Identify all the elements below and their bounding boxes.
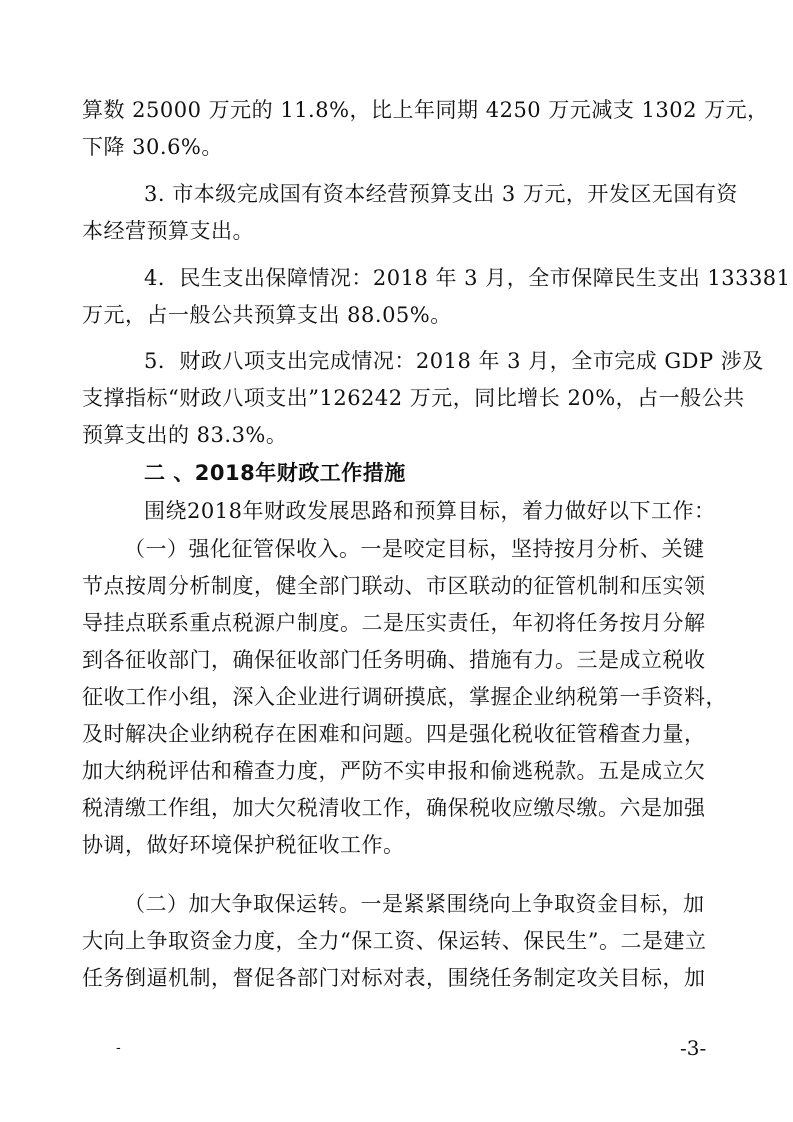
paragraph-intro bbox=[82, 493, 716, 530]
footer-dash: - bbox=[116, 1040, 121, 1056]
text-line bbox=[82, 886, 716, 923]
measure-1-title: （一）强化征管保收入。 bbox=[124, 537, 361, 561]
measure-1-text: 一是咬定目标，坚持按月分析、关键 bbox=[360, 537, 705, 561]
text-line: 4．民生支出保障情况：2018 年 3 月，全市保障民生支出 133381 bbox=[144, 266, 791, 290]
paragraph-budget-decrease bbox=[82, 92, 769, 166]
text-line: 税清缴工作组，加大欠税清收工作，确保税收应缴尽缴。六是加强 bbox=[82, 796, 706, 820]
paragraph-measure-1 bbox=[82, 531, 727, 864]
text-line: 任务倒逼机制，督促各部门对标对表，围绕任务制定攻关目标，加 bbox=[82, 966, 706, 990]
paragraph-measure-2 bbox=[82, 886, 716, 997]
text-line: 围绕2018年财政发展思路和预算目标，着力做好以下工作： bbox=[144, 499, 716, 523]
text-line: 3. 市本级完成国有资本经营预算支出 3 万元，开发区无国有资 bbox=[144, 182, 738, 206]
text-line: 支撑指标“财政八项支出”126242 万元，同比增长 20%，占一般公共 bbox=[82, 386, 745, 410]
paragraph-item-4 bbox=[82, 260, 791, 334]
text-line: 本经营预算支出。 bbox=[82, 219, 254, 243]
text-line: 万元，占一般公共预算支出 88.05%。 bbox=[82, 303, 452, 327]
text-line: 加大纳税评估和稽查力度，严防不实申报和偷逃税款。五是成立欠 bbox=[82, 759, 706, 783]
text-line: 及时解决企业纳税存在困难和问题。四是强化税收征管稽查力量， bbox=[82, 722, 706, 746]
text-line: 算数 25000 万元的 11.8%，比上年同期 4250 万元减支 1302 万元， bbox=[82, 98, 769, 122]
measure-2-title: （二）加大争取保运转。 bbox=[124, 892, 361, 916]
text-line: 大向上争取资金力度，全力“保工资、保运转、保民生”。二是建立 bbox=[82, 929, 707, 953]
text-line: 协调，做好环境保护税征收工作。 bbox=[82, 833, 405, 857]
page-number: -3- bbox=[680, 1036, 707, 1060]
section-heading bbox=[82, 455, 716, 492]
text-line: 5．财政八项支出完成情况：2018 年 3 月，全市完成 GDP 涉及 bbox=[144, 349, 764, 373]
text-line bbox=[82, 531, 716, 568]
text-line: 征收工作小组，深入企业进行调研摸底，掌握企业纳税第一手资料， bbox=[82, 685, 727, 709]
paragraph-item-5 bbox=[82, 343, 764, 454]
paragraph-item-3 bbox=[82, 176, 738, 250]
section-heading-text: 二 、2018年财政工作措施 bbox=[144, 461, 406, 485]
text-line: 导挂点联系重点税源户制度。二是压实责任，年初将任务按月分解 bbox=[82, 611, 706, 635]
measure-2-text: 一是紧紧围绕向上争取资金目标，加 bbox=[360, 892, 705, 916]
text-line: 到各征收部门，确保征收部门任务明确、措施有力。三是成立税收 bbox=[82, 648, 706, 672]
text-line: 节点按周分析制度，健全部门联动、市区联动的征管机制和压实领 bbox=[82, 574, 706, 598]
text-line: 下降 30.6%。 bbox=[82, 135, 223, 159]
text-line: 预算支出的 83.3%。 bbox=[82, 423, 288, 447]
